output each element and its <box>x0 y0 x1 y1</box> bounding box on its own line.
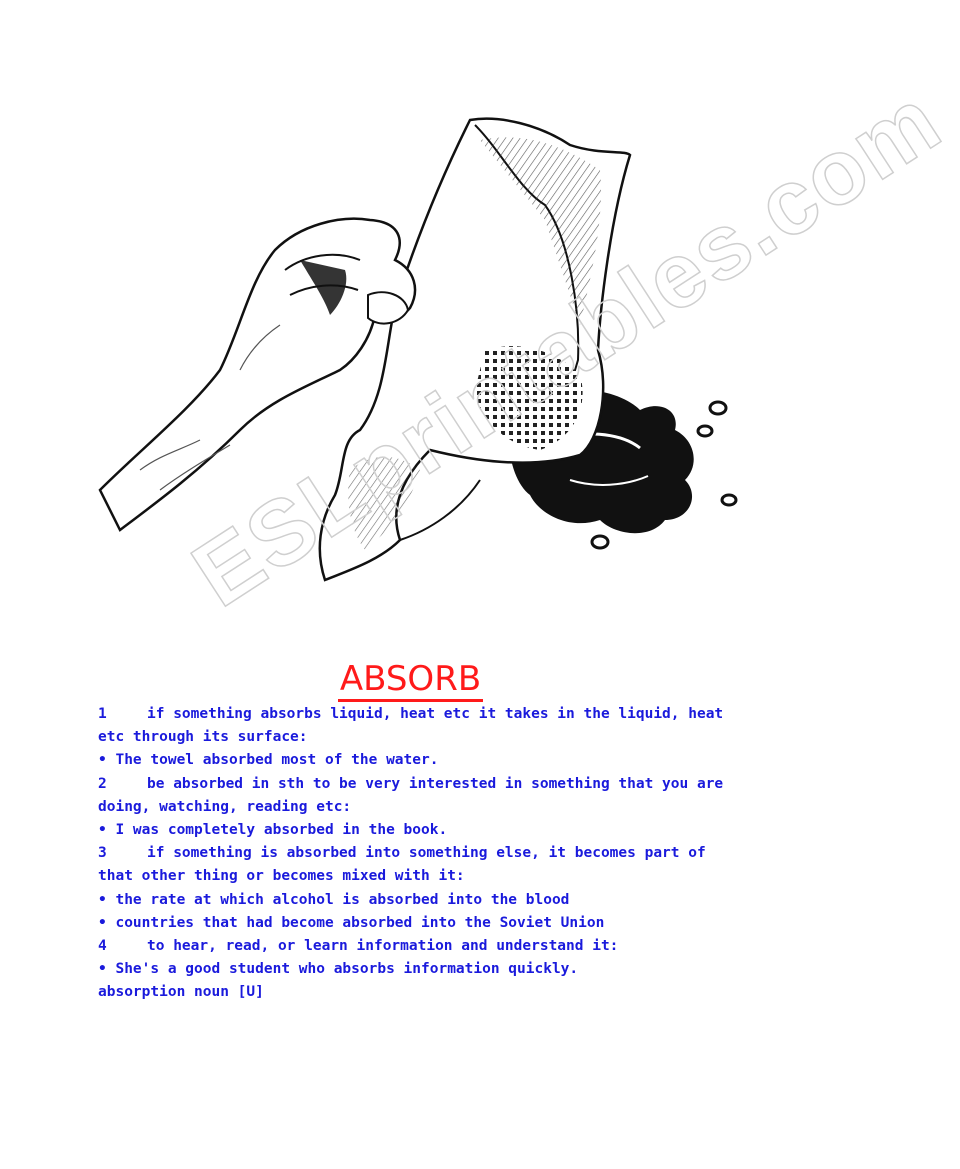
sense-1 <box>98 703 728 749</box>
sense-number: 4 <box>98 938 107 955</box>
derived-form: absorption noun [U] <box>98 984 264 1001</box>
sense-number: 2 <box>98 775 107 792</box>
sense-3 <box>98 842 728 888</box>
example: • the rate at which alcohol is absorbed into the blood <box>98 891 570 908</box>
definition-list <box>98 703 728 1005</box>
sense-number: 3 <box>98 845 107 862</box>
hand-wiping-spill-icon <box>100 110 750 600</box>
sense-definition: to hear, read, or learn information and understand it: <box>147 938 619 955</box>
sense-4 <box>98 935 728 958</box>
title-text: ABSORB <box>338 659 483 702</box>
example: • She's a good student who absorbs information quickly. <box>98 961 579 978</box>
sense-2 <box>98 773 728 819</box>
sense-definition: be absorbed in sth to be very interested in something that you are doing, watching, reading etc: <box>98 775 724 815</box>
page-title <box>0 655 821 703</box>
example: • countries that had become absorbed into the Soviet Union <box>98 914 605 931</box>
example: • I was completely absorbed in the book. <box>98 822 448 839</box>
example: • The towel absorbed most of the water. <box>98 752 439 769</box>
sense-number: 1 <box>98 706 107 722</box>
hand-towel-illustration <box>100 110 750 600</box>
sense-definition: if something is absorbed into something else, it becomes part of that other thing or becomes mixed with it: <box>98 845 706 885</box>
sense-definition: if something absorbs liquid, heat etc it takes in the liquid, heat etc through its surface: <box>98 706 724 746</box>
